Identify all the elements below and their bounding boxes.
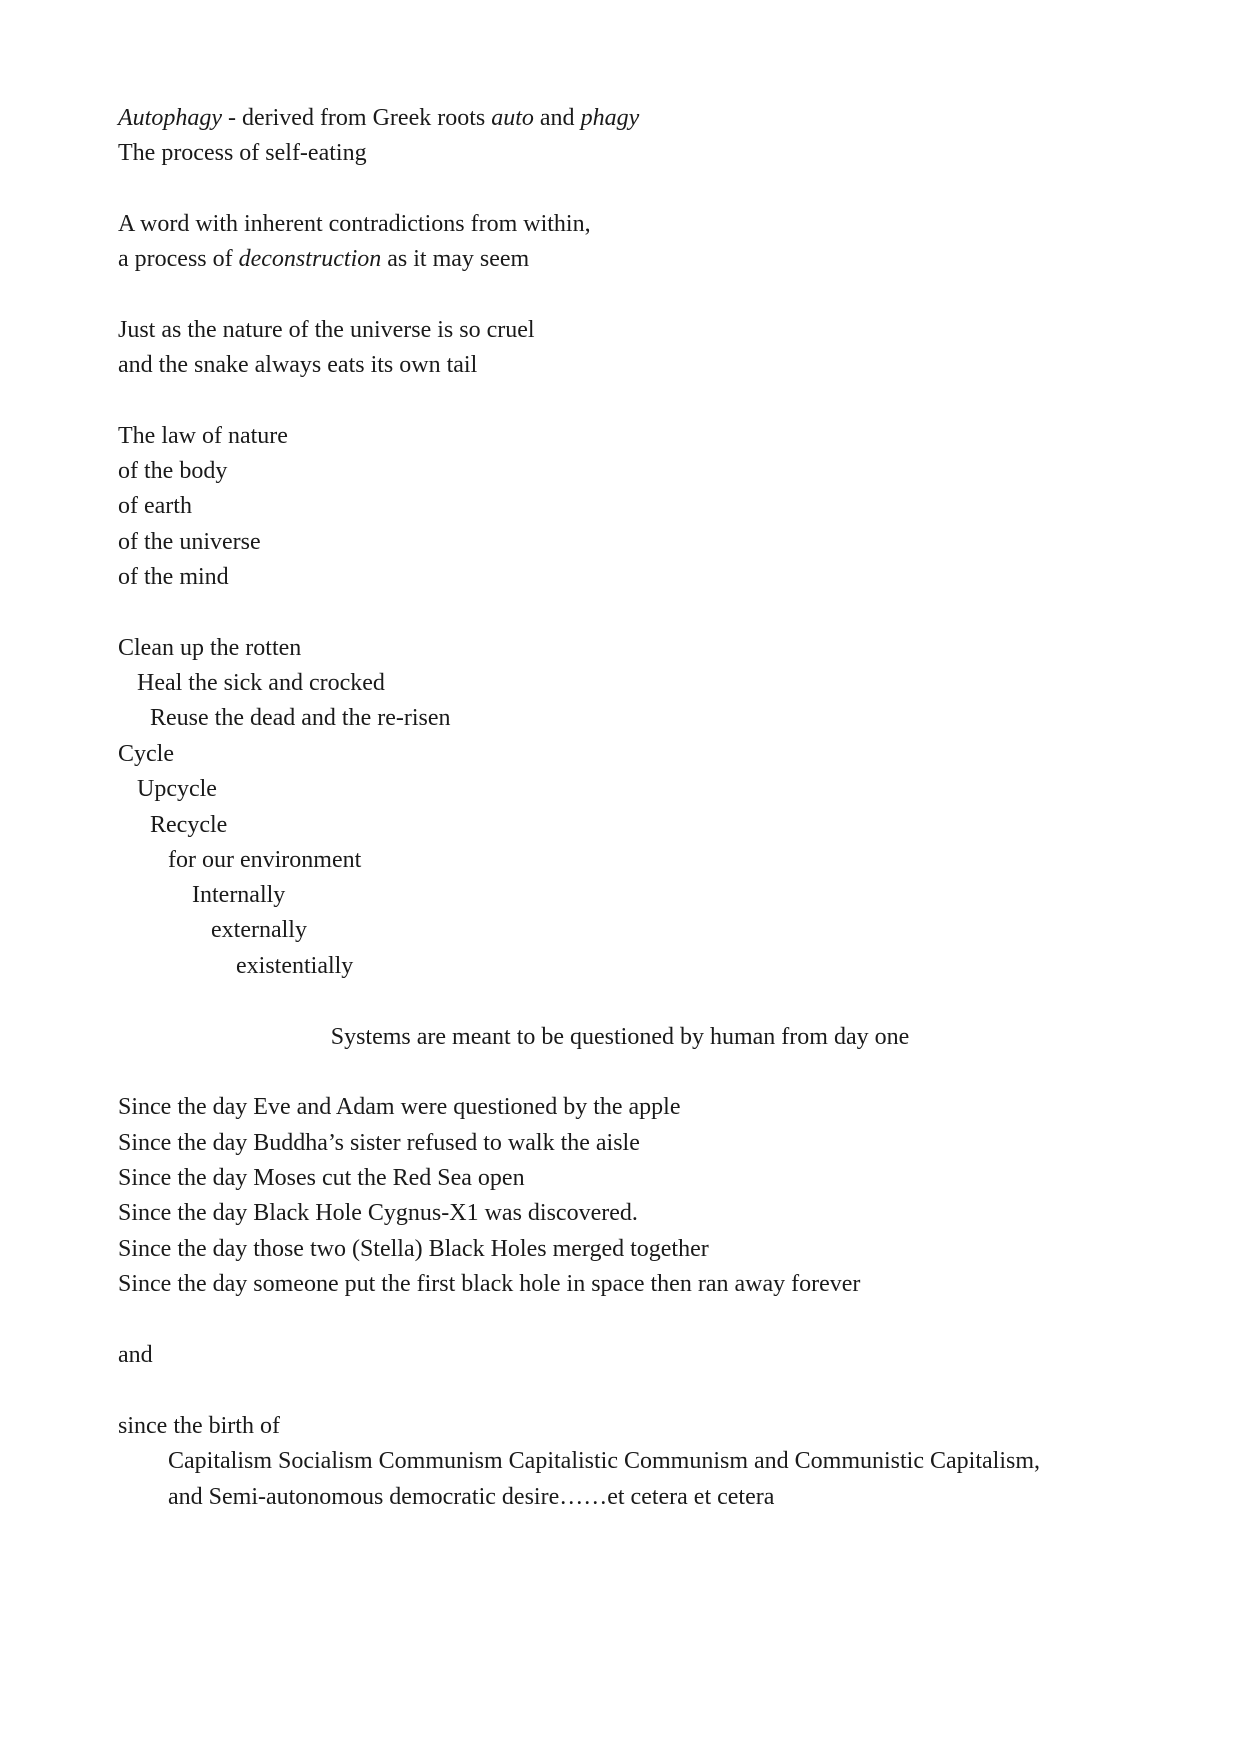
poem-line: Reuse the dead and the re-risen (150, 705, 451, 731)
poem-line: Since the day Eve and Adam were questioned by the apple (118, 1094, 681, 1120)
poem-line: A word with inherent contradictions from within, (118, 211, 591, 237)
centered-line: Systems are meant to be questioned by human from day one (330, 1024, 910, 1050)
poem-line: of the universe (118, 529, 261, 555)
definition-text-1: - derived from Greek roots (221, 105, 492, 131)
definition-line (118, 103, 639, 133)
poem-text: as it may seem (381, 246, 530, 272)
poem-line: since the birth of (118, 1413, 280, 1439)
poem-line: Since the day Black Hole Cygnus-X1 was discovered. (118, 1200, 638, 1226)
poem-line: The law of nature (118, 423, 288, 449)
poem-line: Clean up the rotten (118, 635, 302, 661)
poem-line: Recycle (150, 812, 228, 838)
poem-line: of the body (118, 458, 228, 484)
poem-line: Capitalism Socialism Communism Capitalistic Communism and Communistic Capitalism, (168, 1448, 1040, 1474)
poem-line: Since the day Moses cut the Red Sea open (118, 1165, 525, 1191)
poem-line: Since the day those two (Stella) Black Holes merged together (118, 1236, 709, 1262)
definition-text-2: and (533, 105, 581, 131)
poem-line: Since the day Buddha’s sister refused to walk the aisle (118, 1130, 640, 1156)
poem-line: and Semi-autonomous democratic desire……et cetera et cetera (168, 1484, 775, 1510)
poem-line: and (118, 1342, 153, 1368)
root-auto: auto (491, 105, 534, 131)
poem-line: Just as the nature of the universe is so cruel (118, 317, 535, 343)
poem-line (118, 244, 529, 274)
poem-line: externally (211, 917, 307, 943)
poem-line: The process of self-eating (118, 140, 367, 166)
poem-line: for our environment (168, 847, 362, 873)
poem-line: Heal the sick and crocked (137, 670, 385, 696)
poem-text: a process of (118, 246, 239, 272)
root-phagy: phagy (580, 105, 640, 131)
poem-line: Cycle (118, 741, 174, 767)
poem-line: existentially (236, 953, 354, 979)
poem-line: of the mind (118, 564, 229, 590)
poem-line: Upcycle (137, 776, 217, 802)
title-word: Autophagy (118, 105, 222, 131)
poem-line: and the snake always eats its own tail (118, 352, 478, 378)
emphasis-word: deconstruction (238, 246, 382, 272)
poem-line: of earth (118, 493, 192, 519)
poem-line: Internally (192, 882, 286, 908)
poem-line: Since the day someone put the first black hole in space then ran away forever (118, 1271, 861, 1297)
